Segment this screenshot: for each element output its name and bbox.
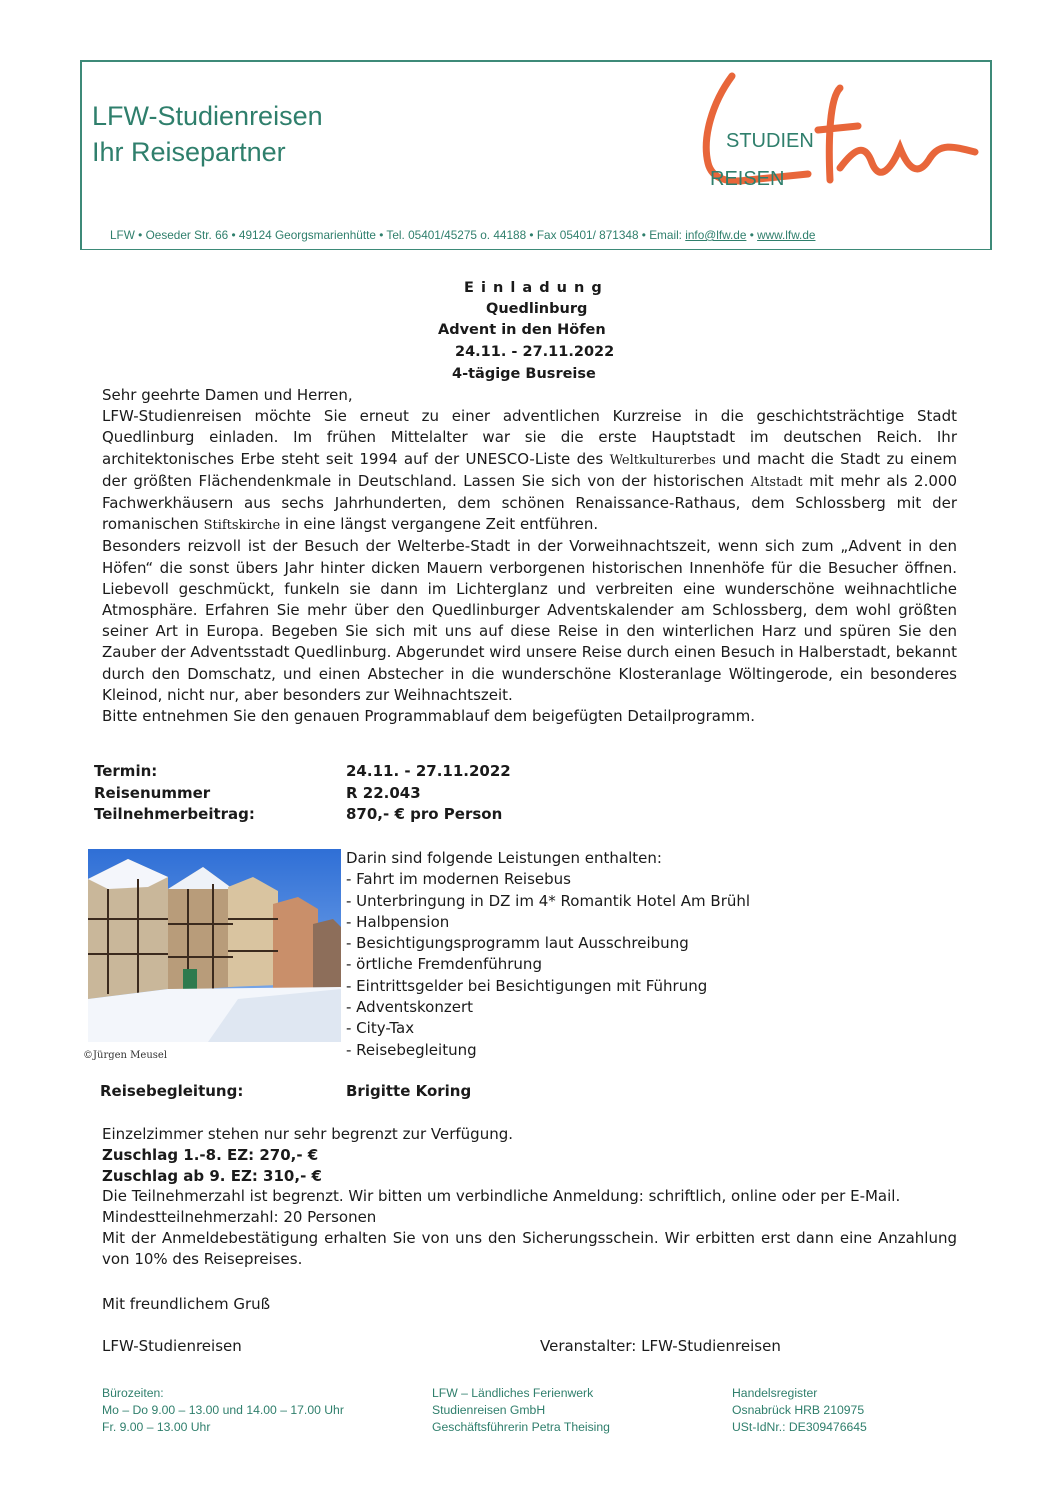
brand-tagline: Ihr Reisepartner [92, 137, 286, 167]
paragraph-intro: LFW-Studienreisen möchte Sie erneut zu einer adventlichen Kurzreise in die geschichtsträchtige Stadt Quedlinburg einladen. Im frühen Mittelalter war sie die erste Hauptstadt im deutschen Reich. Ihr architektonisches Erbe steht seit 1994 auf der UNESCO-Liste des Weltkulturerbes und macht die Stadt zu einem der größten Flächendenkmale in Deutschland. Lassen Sie sich von der historischen Altstadt mit mehr als 2.000 Fachwerkhäusern aus sechs Jahrhunderten, dem schönen Renaissance-Rathaus, dem Schlossberg mit der romanischen Stiftskirche in eine längst vergangene Zeit entführen. [102, 407, 958, 534]
services-list [346, 848, 750, 1061]
paragraph-program: Bitte entnehmen Sie den genauen Programmablauf dem beigefügten Detailprogramm. [102, 707, 755, 726]
booking-notes [102, 1124, 957, 1270]
single-room-note: Einzelzimmer stehen nur sehr begrenzt zur Verfügung. [102, 1125, 514, 1143]
letter-body [102, 385, 957, 727]
list-item: - Besichtigungsprogramm laut Ausschreibung [346, 934, 689, 953]
website-link[interactable]: www.lfw.de [757, 228, 816, 242]
beitrag-value: 870,- € pro Person [346, 805, 503, 823]
brand-name: LFW-Studienreisen [92, 101, 323, 131]
footer-register: Handelsregister Osnabrück HRB 210975 USt-IdNr.: DE309476645 [732, 1386, 867, 1434]
salutation: Sehr geehrte Damen und Herren, [102, 386, 353, 404]
paragraph-advent: Besonders reizvoll ist der Besuch der Welterbe-Stadt in der Vorweihnachtszeit, wenn sich zum „Advent in den Höfen“ die sonst übers Jahr hinter dicken Mauern verborgenen historischen Innenhöfe für die Besucher öffnen. Liebevoll geschmückt, funkeln sie dann im Lichterglanz und verbreiten eine wunderschöne weihnachtliche Atmosphäre. Erfahren Sie mehr über den Quedlinburger Adventskalender am Schlossberg, dem wohl größten seiner Art in Europa. Begeben Sie sich mit uns auf diese Reise in den winterlichen Harz und spüren Sie den Zauber der Adventsstadt Quedlinburg. Abgerundet wird unsere Reise durch einen Besuch in Halberstadt, bekannt durch den Domschatz, und einen Abstecher in die wunderschöne Klosteranlage Wöltingerode, ein besonderes Kleinod, nicht nur, aber besonders zur Weihnachtszeit. [102, 537, 957, 704]
list-item: - City-Tax [346, 1019, 415, 1038]
list-item: - Adventskonzert [346, 998, 473, 1017]
logo-text-reisen: REISEN [710, 168, 785, 190]
contact-details: LFW • Oeseder Str. 66 • 49124 Georgsmarienhütte • Tel. 05401/45275 o. 44188 • Fax 05401/ 871348 • Email: [110, 228, 686, 242]
closing: Mit freundlichem Gruß [102, 1295, 271, 1313]
list-item: - örtliche Fremdenführung [346, 955, 542, 974]
min-participants: Mindestteilnehmerzahl: 20 Personen [102, 1208, 377, 1227]
photo-caption: ©Jürgen Meusel [83, 1050, 168, 1061]
list-item: - Fahrt im modernen Reisebus [346, 870, 571, 889]
email-link[interactable]: info@lfw.de [685, 228, 747, 242]
title-event: Advent in den Höfen [438, 322, 606, 338]
list-item: - Eintrittsgelder bei Besichtigungen mit Führung [346, 976, 708, 995]
logo-text-studien: STUDIEN [726, 130, 814, 152]
guide-value: Brigitte Koring [346, 1082, 472, 1100]
sender: LFW-Studienreisen [102, 1337, 242, 1355]
reisenummer-value: R 22.043 [346, 784, 421, 802]
deposit-note: Mit der Anmeldebestätigung erhalten Sie von uns den Sicherungsschein. Wir erbitten erst dann eine Anzahlung von 10% des Reisepreises. [102, 1228, 957, 1268]
lfw-logo [690, 68, 985, 198]
reisenummer-label: Reisenummer [94, 784, 211, 802]
organizer: Veranstalter: LFW-Studienreisen [540, 1337, 781, 1355]
surcharge-2: Zuschlag ab 9. EZ: 310,- € [102, 1166, 322, 1185]
surcharge-1: Zuschlag 1.-8. EZ: 270,- € [102, 1145, 319, 1164]
contact-line [110, 228, 815, 242]
termin-value: 24.11. - 27.11.2022 [346, 762, 511, 780]
list-item: - Reisebegleitung [346, 1040, 477, 1059]
contact-separator: • [746, 228, 758, 242]
title-invitation: E i n l a d u n g [464, 280, 603, 296]
services-intro: Darin sind folgende Leistungen enthalten: [346, 849, 662, 867]
title-dates: 24.11. - 27.11.2022 [455, 344, 615, 360]
list-item: - Halbpension [346, 912, 450, 931]
participant-limit: Die Teilnehmerzahl ist begrenzt. Wir bitten um verbindliche Anmeldung: schriftlich, online oder per E-Mail. [102, 1187, 901, 1206]
guide-label: Reisebegleitung: [100, 1082, 244, 1100]
quedlinburg-photo [88, 849, 341, 1042]
footer-company: LFW – Ländliches Ferienwerk Studienreisen GmbH Geschäftsführerin Petra Theising [432, 1386, 610, 1434]
title-trip-type: 4-tägige Busreise [452, 366, 596, 382]
title-city: Quedlinburg [486, 301, 588, 317]
footer-office-hours: Bürozeiten: Mo – Do 9.00 – 13.00 und 14.00 – 17.00 Uhr Fr. 9.00 – 13.00 Uhr [102, 1386, 344, 1434]
list-item: - Unterbringung in DZ im 4* Romantik Hotel Am Brühl [346, 891, 751, 910]
termin-label: Termin: [94, 762, 158, 780]
beitrag-label: Teilnehmerbeitrag: [94, 805, 255, 823]
